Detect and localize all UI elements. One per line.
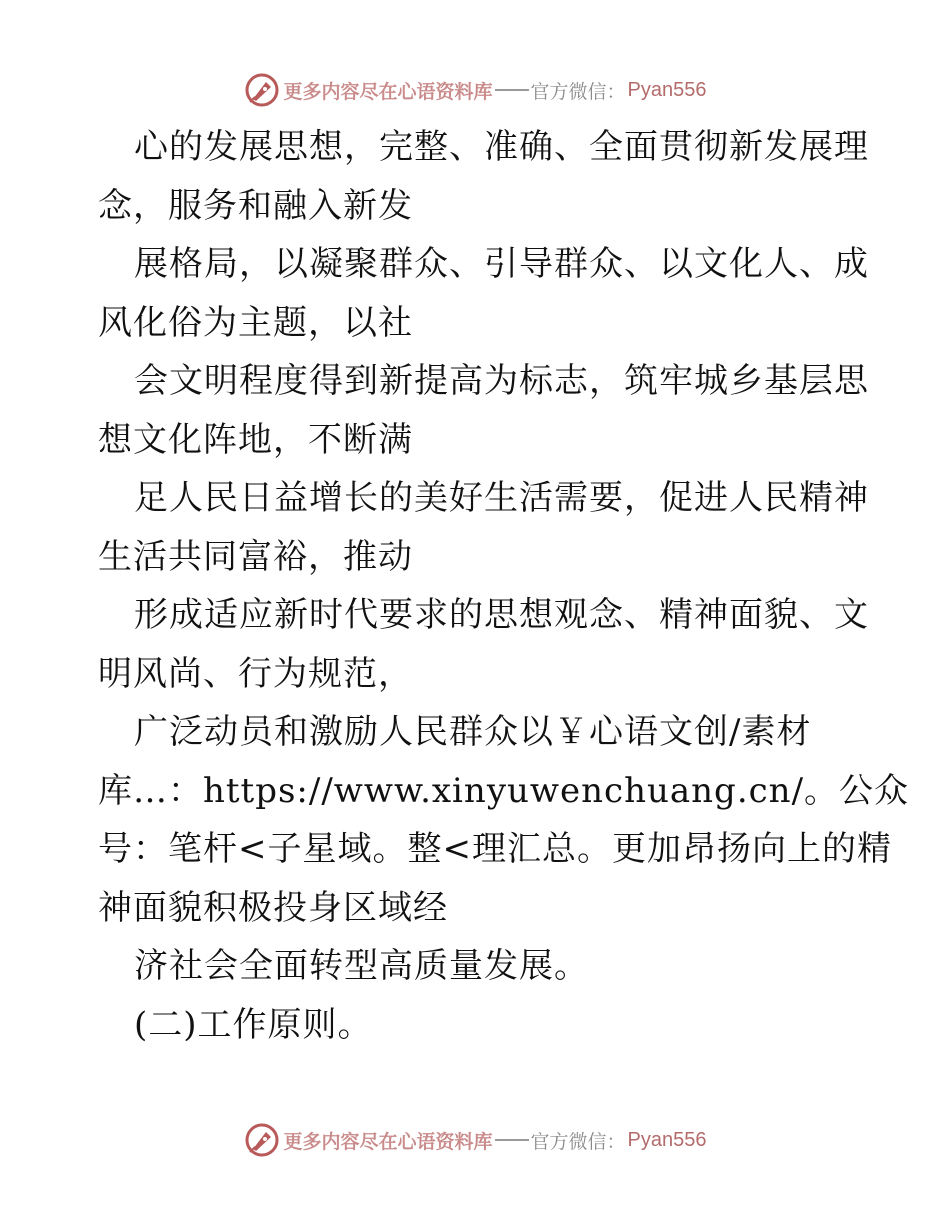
text-line: 济社会全面转型高质量发展。 [134,946,589,986]
footer-watermark [0,1120,950,1160]
text-line: 足人民日益增长的美好生活需要，促进人民精神 [134,478,869,518]
text-line: 明风尚、行为规范， [98,653,413,694]
text-line: 念，服务和融入新发 [98,185,413,226]
watermark-contact-id: Pyan556 [627,78,707,101]
text-line: 心的发展思想，完整、准确、全面贯彻新发展理 [134,127,869,167]
text-line: 号：笔杆<子星域。整<理汇总。更加昂扬向上的精 [98,829,892,869]
text-line: (二)工作原则。 [134,1004,373,1045]
text-line: 广泛动员和激励人民群众以￥心语文创/素材 [134,712,812,752]
pen-nib-logo-icon [244,1122,280,1158]
text-line: 会文明程度得到新提高为标志，筑牢城乡基层思 [134,361,869,401]
header-watermark [0,70,950,110]
watermark-contact-label: 官方微信： [530,1130,626,1153]
text-line: 形成适应新时代要求的思想观念、精神面貌、文 [134,595,869,635]
text-line: 库…：https://www.xinyuwenchuang.cn/。公众 [98,770,910,811]
pen-nib-logo-icon [244,72,280,108]
text-line: 展格局，以凝聚群众、引导群众、以文化人、成 [134,244,869,284]
watermark-divider [495,89,529,91]
watermark-divider [495,1139,529,1141]
watermark-contact-label: 官方微信： [530,80,626,103]
text-line: 想文化阵地，不断满 [98,419,413,460]
document-body [98,118,910,1054]
watermark-text: 更多内容尽在心语资料库 [283,80,493,103]
watermark-contact-id: Pyan556 [627,1128,707,1151]
watermark-text: 更多内容尽在心语资料库 [283,1130,493,1153]
text-line: 生活共同富裕，推动 [98,536,413,577]
text-line: 风化俗为主题，以社 [98,302,413,343]
text-line: 神面貌积极投身区域经 [98,887,448,928]
